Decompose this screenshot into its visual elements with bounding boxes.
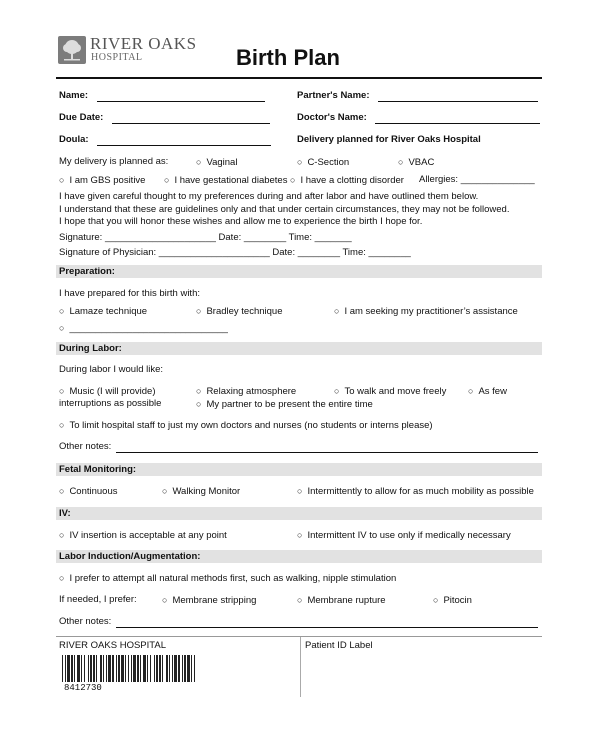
delivery-planned-text: Delivery planned for River Oaks Hospital — [297, 134, 481, 145]
limit-staff-option[interactable]: ○ To limit hospital staff to just my own doctors and nurses (no students or interns please) — [59, 419, 433, 432]
lamaze-option[interactable]: ○ Lamaze technique — [59, 305, 147, 318]
labor-intro: During labor I would like: — [59, 364, 164, 375]
section-induction-title: Labor Induction/Augmentation: — [59, 551, 201, 562]
natural-methods-option[interactable]: ○ I prefer to attempt all natural methods first, such as walking, nipple stimulation — [59, 572, 396, 585]
allergies-field[interactable]: Allergies: ______________ — [419, 174, 535, 185]
statement-line-3: I hope that you will honor these wishes and allow me to experience the birth I hope for. — [59, 216, 423, 227]
induction-other-notes-line[interactable] — [116, 627, 538, 628]
doula-line[interactable] — [97, 145, 271, 146]
membrane-stripping-option[interactable]: ○ Membrane stripping — [162, 594, 256, 607]
induction-other-notes[interactable] — [59, 616, 538, 628]
walking-monitor-option[interactable]: ○ Walking Monitor — [162, 485, 240, 498]
section-fetal-monitoring — [56, 463, 542, 476]
barcode-icon — [60, 655, 200, 682]
labor-other-notes-line[interactable] — [116, 452, 538, 453]
intermittent-monitoring-option[interactable]: ○ Intermittently to allow for as much mobility as possible — [297, 485, 534, 498]
few-interruptions-continued: interruptions as possible — [59, 398, 162, 409]
statement-line-1: I have given careful thought to my preferences during and after labor and have outlined them below. — [59, 191, 479, 202]
vbac-option[interactable]: ○ VBAC — [398, 156, 434, 169]
name-field[interactable] — [59, 90, 265, 102]
doula-field[interactable] — [59, 134, 271, 146]
continuous-monitoring-option[interactable]: ○ Continuous — [59, 485, 118, 498]
due-date-field[interactable] — [59, 112, 270, 124]
patient-id-label: Patient ID Label — [305, 640, 373, 651]
if-needed-label: If needed, I prefer: — [59, 594, 137, 605]
pitocin-option[interactable]: ○ Pitocin — [433, 594, 472, 607]
section-during-labor — [56, 342, 542, 355]
name-line[interactable] — [97, 101, 265, 102]
iv-intermittent-option[interactable]: ○ Intermittent IV to use only if medically necessary — [297, 529, 511, 542]
partners-name-field[interactable] — [297, 90, 538, 102]
vaginal-option[interactable]: ○ Vaginal — [196, 156, 237, 169]
section-preparation-title: Preparation: — [59, 266, 115, 277]
due-date-line[interactable] — [112, 123, 270, 124]
section-induction — [56, 550, 542, 563]
physician-signature-line[interactable]: Signature of Physician: _____________________ Date: ________ Time: ________ — [59, 247, 411, 258]
doctors-name-line[interactable] — [375, 123, 540, 124]
c-section-option[interactable]: ○ C-Section — [297, 156, 349, 169]
few-interruptions-option[interactable]: ○ As few — [468, 385, 507, 398]
gbs-positive-option[interactable]: ○ I am GBS positive — [59, 174, 145, 187]
section-during-labor-title: During Labor: — [59, 343, 122, 354]
other-preparation-option[interactable]: ○ ______________________________ — [59, 322, 228, 335]
preparation-intro: I have prepared for this birth with: — [59, 288, 200, 299]
footer-divider — [56, 636, 542, 637]
partners-name-label: Partner's Name: — [297, 90, 370, 101]
induction-other-notes-label: Other notes: — [59, 616, 112, 627]
page-title: Birth Plan — [236, 45, 340, 70]
section-iv-title: IV: — [59, 508, 71, 519]
section-iv — [56, 507, 542, 520]
relaxing-atmosphere-option[interactable]: ○ Relaxing atmosphere — [196, 385, 296, 398]
logo-name: RIVER OAKS — [90, 34, 197, 53]
doctors-name-label: Doctor's Name: — [297, 112, 367, 123]
walk-freely-option[interactable]: ○ To walk and move freely — [334, 385, 446, 398]
iv-acceptable-option[interactable]: ○ IV insertion is acceptable at any point — [59, 529, 227, 542]
tree-emblem-icon — [58, 36, 86, 64]
clotting-disorder-option[interactable]: ○ I have a clotting disorder — [290, 174, 404, 187]
statement-line-2: I understand that these are guidelines only and that under certain circumstances, they may not be followed. — [59, 204, 510, 215]
patient-signature-line[interactable]: Signature: _____________________ Date: ________ Time: _______ — [59, 232, 352, 243]
barcode-number: 8412730 — [64, 683, 102, 693]
partners-name-line[interactable] — [378, 101, 538, 102]
delivery-plan-label: My delivery is planned as: — [59, 156, 169, 167]
due-date-label: Due Date: — [59, 112, 104, 123]
doula-label: Doula: — [59, 134, 89, 145]
header-divider — [56, 77, 542, 79]
music-option[interactable]: ○ Music (I will provide) — [59, 385, 155, 398]
footer-hospital-name: RIVER OAKS HOSPITAL — [59, 640, 166, 651]
section-preparation — [56, 265, 542, 278]
gestational-diabetes-option[interactable]: ○ I have gestational diabetes — [164, 174, 287, 187]
practitioner-option[interactable]: ○ I am seeking my practitioner’s assistance — [334, 305, 518, 318]
logo-subtitle: HOSPITAL — [91, 52, 143, 63]
name-label: Name: — [59, 90, 89, 101]
membrane-rupture-option[interactable]: ○ Membrane rupture — [297, 594, 386, 607]
footer-vertical-divider — [300, 637, 301, 697]
labor-other-notes-label: Other notes: — [59, 441, 112, 452]
partner-present-option[interactable]: ○ My partner to be present the entire time — [196, 398, 373, 411]
doctors-name-field[interactable] — [297, 112, 540, 124]
bradley-option[interactable]: ○ Bradley technique — [196, 305, 283, 318]
section-fetal-monitoring-title: Fetal Monitoring: — [59, 464, 137, 475]
labor-other-notes[interactable] — [59, 441, 538, 453]
